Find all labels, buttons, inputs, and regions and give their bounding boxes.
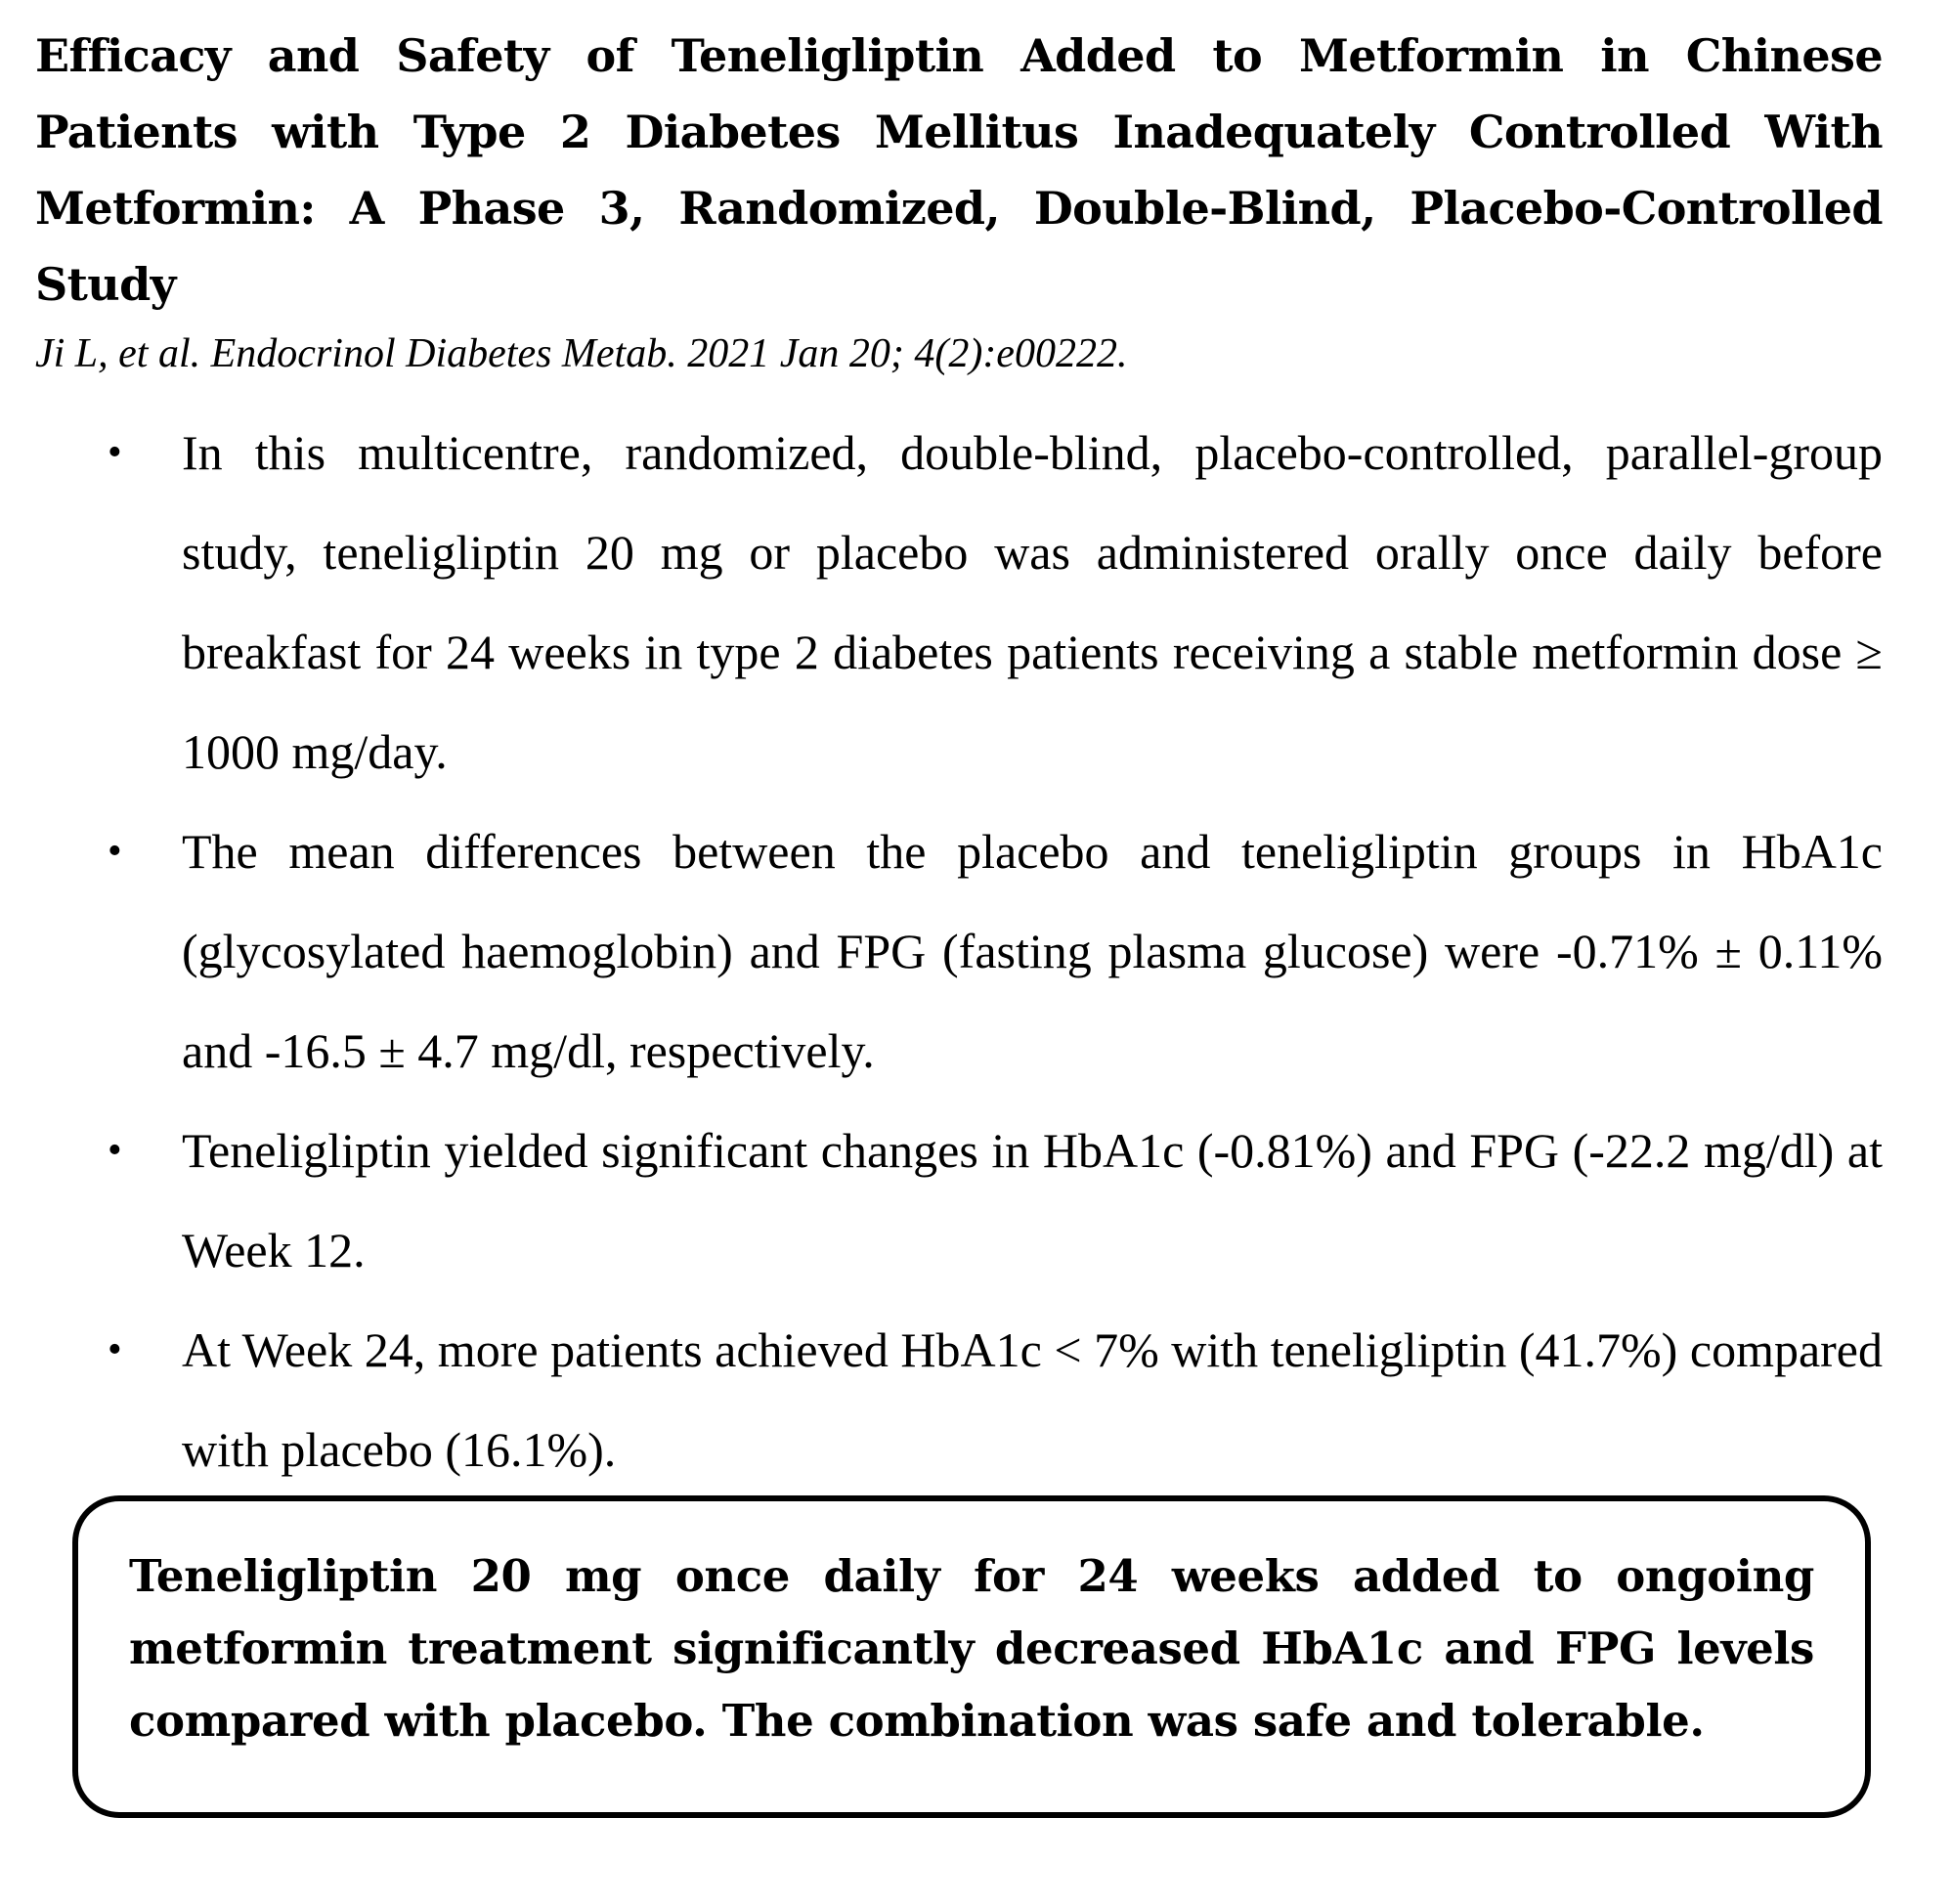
conclusion-box: [72, 1495, 1871, 1818]
bullet-icon: •: [108, 829, 122, 874]
bullet-icon: •: [108, 1128, 122, 1173]
document-title: Efficacy and Safety of Teneligliptin Added to Metformin in Chinese Patients with Type 2 Diabetes Mellitus Inadequately Controlled With Metformin: A Phase 3, Randomized, Double-Blind, Placebo-Controlled Study: [35, 29, 1883, 311]
key-point-2: [35, 801, 1883, 1101]
key-point-text: In this multicentre, randomized, double-blind, placebo-controlled, parallel-group study, teneligliptin 20 mg or placebo was administered orally once daily before breakfast for 24 weeks in type 2 diabetes patients receiving a stable metformin dose ≥ 1000 mg/day.: [182, 425, 1883, 779]
key-point-3: [35, 1101, 1883, 1300]
key-point-1: [35, 403, 1883, 801]
document-page: [35, 18, 1883, 1499]
key-point-text: Teneligliptin yielded significant changes in HbA1c (-0.81%) and FPG (-22.2 mg/dl) at Week 12.: [182, 1123, 1883, 1277]
key-point-text: At Week 24, more patients achieved HbA1c < 7% with teneligliptin (41.7%) compared with placebo (16.1%).: [182, 1322, 1883, 1477]
bullet-icon: •: [108, 1327, 122, 1372]
bullet-icon: •: [108, 430, 122, 475]
citation: Ji L, et al. Endocrinol Diabetes Metab. 2021 Jan 20; 4(2):e00222.: [35, 331, 1128, 376]
key-point-4: [35, 1300, 1883, 1499]
key-point-text: The mean differences between the placebo and teneligliptin groups in HbA1c (glycosylated haemoglobin) and FPG (fasting plasma glucose) were -0.71% ± 0.11% and -16.5 ± 4.7 mg/dl, respectively.: [182, 824, 1883, 1078]
key-points-list: [35, 403, 1883, 1499]
conclusion-text: Teneligliptin 20 mg once daily for 24 weeks added to ongoing metformin treatment significantly decreased HbA1c and FPG levels compared with placebo. The combination was safe and tolerable.: [129, 1550, 1814, 1747]
